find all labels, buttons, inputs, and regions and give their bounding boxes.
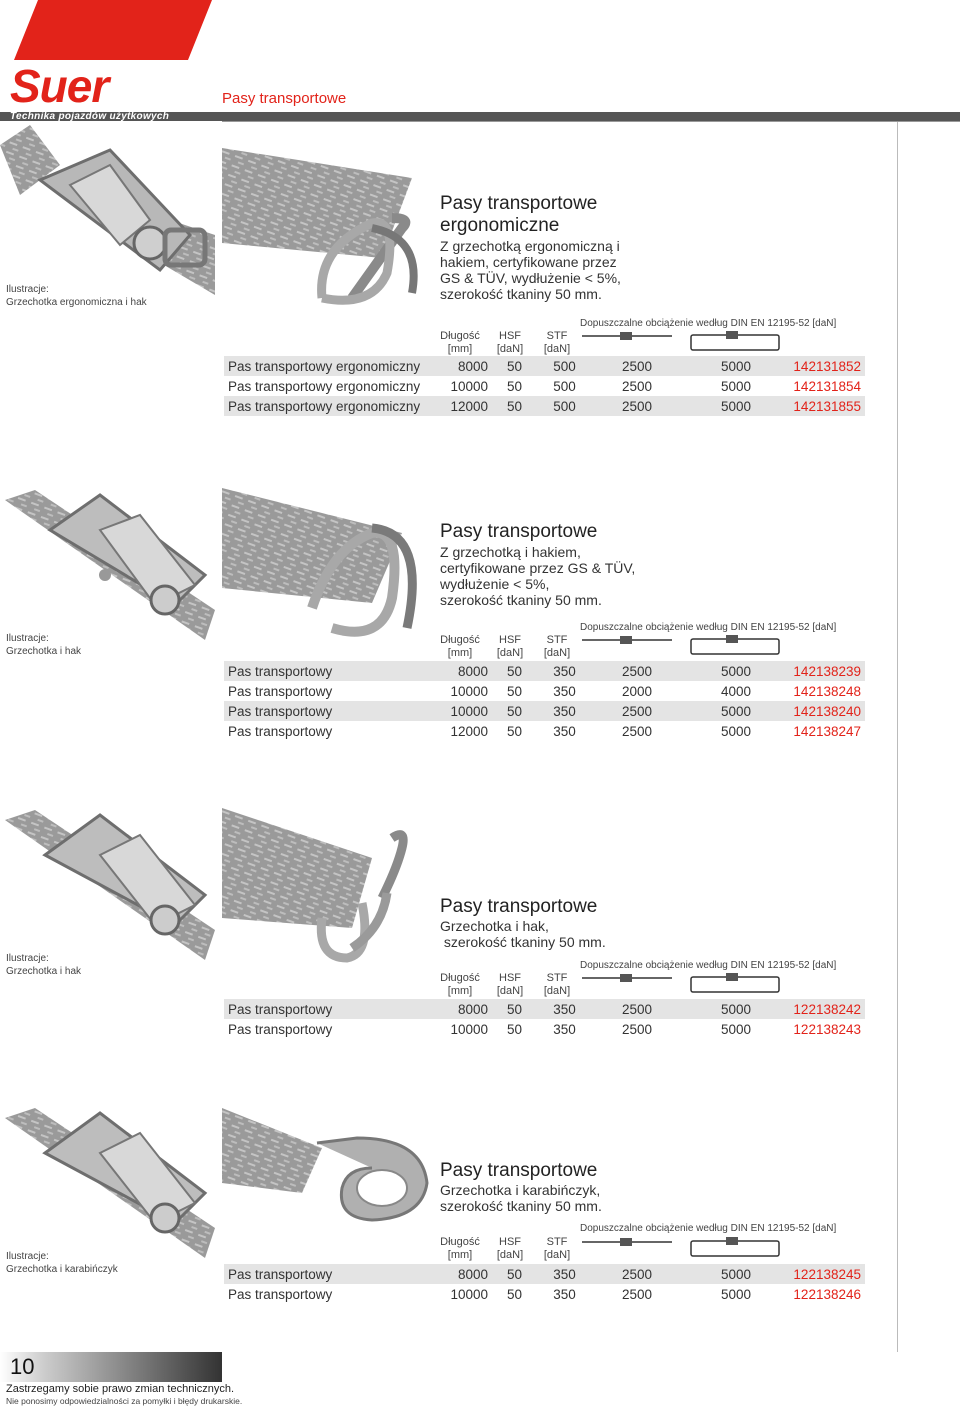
desc-line: szerokość tkaniny 50 mm. (440, 286, 602, 302)
desc-line: Z grzechotką ergonomiczną i (440, 238, 620, 254)
illus-text: Grzechotka i hak (6, 646, 82, 657)
col-stf: STF [daN] (543, 634, 571, 659)
suer-logo (8, 62, 188, 110)
table-row: Pas transportowy 10000 50 350 2500 5000 122138246 (228, 1286, 861, 1302)
col-hsf: HSF [daN] (496, 330, 524, 355)
ratchet-image (5, 1108, 215, 1258)
desc-line: Z grzechotką i hakiem, (440, 544, 581, 560)
loop-lashing-icon (690, 1236, 780, 1258)
product-description (440, 1182, 602, 1214)
desc-line: GS & TÜV, wydłużenie < 5%, (440, 270, 621, 286)
permit-label: Dopuszczalne obciążenie według DIN EN 12195-52 [daN] (580, 318, 837, 329)
illus-text: Grzechotka ergonomiczna i hak (6, 297, 147, 308)
ratchet-ergonomic-image (0, 125, 215, 295)
loop-lashing-icon (690, 330, 780, 352)
desc-line: Grzechotka i karabińczyk, (440, 1182, 601, 1198)
ratchet-image (5, 810, 215, 960)
j-hook-image (222, 148, 432, 308)
page-number-bar (0, 1352, 222, 1382)
ratchet-image (5, 490, 215, 640)
j-hook-image (222, 488, 432, 648)
permit-label: Dopuszczalne obciążenie według DIN EN 12195-52 [daN] (580, 622, 837, 633)
illus-text: Grzechotka i karabińczyk (6, 1264, 118, 1275)
desc-line: certyfikowane przez GS & TÜV, (440, 560, 636, 576)
illus-text: Grzechotka i hak (6, 966, 82, 977)
desc-line: Grzechotka i hak, (440, 918, 549, 934)
divider (222, 121, 960, 122)
product-table (224, 661, 865, 741)
svg-text:Suer: Suer (10, 62, 109, 110)
straight-lashing-icon (582, 634, 672, 646)
title-line: Pasy transportowe (440, 193, 598, 214)
title-line: Pasy transportowe (440, 1160, 598, 1181)
permit-label: Dopuszczalne obciążenie według DIN EN 12195-52 [daN] (580, 1223, 837, 1234)
desc-line: wydłużenie < 5%, (440, 576, 550, 592)
page-number: 10 (10, 1354, 35, 1379)
product-title (440, 1160, 597, 1182)
title-line: Pasy transportowe (440, 521, 598, 542)
col-length: Długość [mm] (440, 634, 480, 659)
col-length: Długość [mm] (440, 1236, 480, 1261)
illus-label: Ilustracje: (6, 953, 49, 964)
table-row: Pas transportowy ergonomiczny 12000 50 500 2500 5000 142131855 (224, 396, 865, 416)
desc-line: hakiem, certyfikowane przez (440, 254, 617, 270)
desc-line: szerokość tkaniny 50 mm. (440, 1198, 602, 1214)
title-line: Pasy transportowe (440, 896, 598, 917)
brand-tagline: Technika pojazdów użytkowych (10, 111, 170, 122)
product-description (440, 918, 606, 950)
col-length: Długość [mm] (440, 972, 480, 997)
product-table (224, 999, 865, 1039)
col-hsf: HSF [daN] (496, 1236, 524, 1261)
loop-lashing-icon (690, 634, 780, 656)
brand-red-slash (0, 0, 222, 60)
product-table (224, 356, 865, 416)
illustration-caption (6, 952, 81, 978)
col-length: Długość [mm] (440, 330, 480, 355)
product-title (440, 521, 597, 543)
title-line: ergonomiczne (440, 215, 560, 236)
s-hook-image (222, 808, 432, 968)
illustration-caption (6, 1250, 118, 1276)
col-hsf: HSF [daN] (496, 634, 524, 659)
table-row: Pas transportowy 10000 50 350 2000 4000 142138248 (228, 683, 861, 699)
desc-line: szerokość tkaniny 50 mm. (440, 592, 602, 608)
table-row: Pas transportowy ergonomiczny 10000 50 500 2500 5000 142131854 (228, 378, 861, 394)
footer-notice: Zastrzegamy sobie prawo zmian technicznych. (6, 1383, 235, 1395)
table-row: Pas transportowy 10000 50 350 2500 5000 122138243 (228, 1021, 861, 1037)
illus-label: Ilustracje: (6, 633, 49, 644)
product-title (440, 896, 597, 918)
col-stf: STF [daN] (543, 330, 571, 355)
illustration-caption (6, 632, 81, 658)
table-row: Pas transportowy 8000 50 350 2500 5000 142138239 (224, 661, 865, 681)
table-row: Pas transportowy ergonomiczny 8000 50 500 2500 5000 142131852 (224, 356, 865, 376)
straight-lashing-icon (582, 972, 672, 984)
illus-label: Ilustracje: (6, 1251, 49, 1262)
straight-lashing-icon (582, 330, 672, 342)
footer-disclaimer: Nie ponosimy odpowiedzialności za pomyłki i błędy drukarskie. (6, 1396, 243, 1406)
col-stf: STF [daN] (543, 1236, 571, 1261)
illus-label: Ilustracje: (6, 284, 49, 295)
table-row: Pas transportowy 8000 50 350 2500 5000 122138242 (224, 999, 865, 1019)
product-table (224, 1264, 865, 1304)
table-row: Pas transportowy 12000 50 350 2500 5000 142138247 (228, 723, 861, 739)
loop-lashing-icon (690, 972, 780, 994)
snap-hook-image (222, 1108, 432, 1228)
table-row: Pas transportowy 10000 50 350 2500 5000 142138240 (224, 701, 865, 721)
table-row: Pas transportowy 8000 50 350 2500 5000 122138245 (224, 1264, 865, 1284)
illustration-caption (6, 283, 147, 309)
col-hsf: HSF [daN] (496, 972, 524, 997)
straight-lashing-icon (582, 1236, 672, 1248)
product-description (440, 544, 635, 608)
desc-line: szerokość tkaniny 50 mm. (440, 934, 606, 950)
product-title (440, 193, 597, 237)
right-rule (897, 122, 898, 1352)
product-description (440, 238, 621, 302)
col-stf: STF [daN] (543, 972, 571, 997)
section-title: Pasy transportowe (222, 90, 347, 107)
permit-label: Dopuszczalne obciążenie według DIN EN 12195-52 [daN] (580, 960, 837, 971)
